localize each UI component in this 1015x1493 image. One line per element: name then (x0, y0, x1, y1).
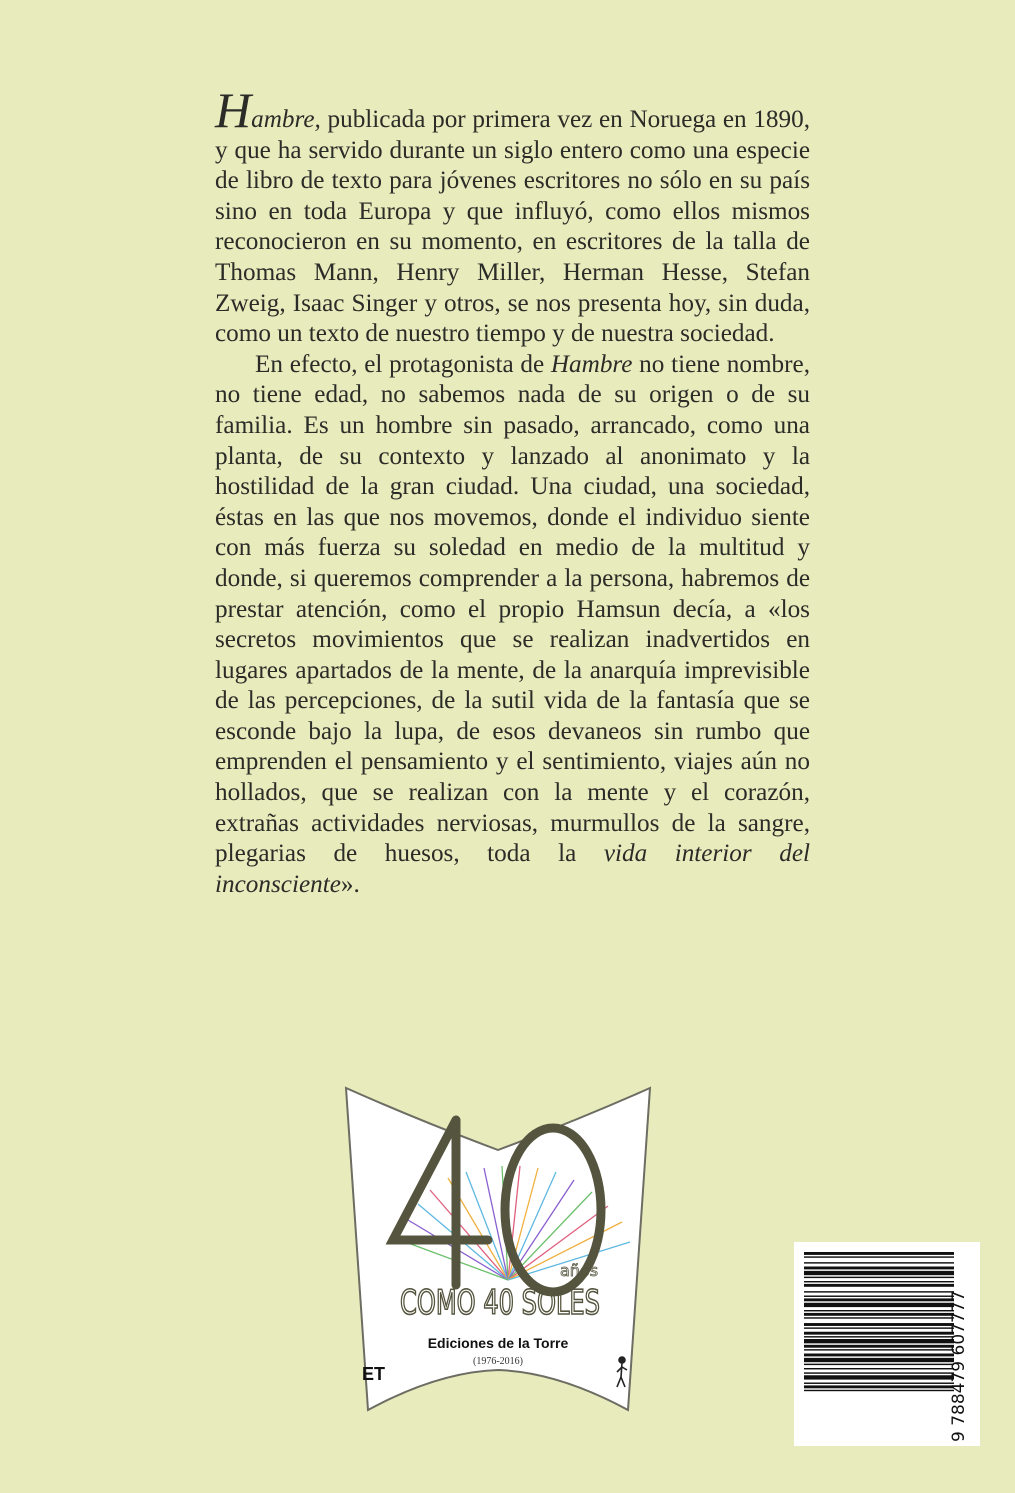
barcode-bar (804, 1358, 954, 1362)
barcode-bar (804, 1303, 954, 1307)
anniversary-logo-graphic (338, 1080, 658, 1420)
paragraph-2-lead: En efecto, el protagonista de (255, 350, 551, 378)
barcode-bar (804, 1313, 954, 1316)
barcode-bar (804, 1291, 954, 1292)
barcode-bar (804, 1277, 954, 1278)
barcode-bar (804, 1317, 954, 1318)
barcode-bar (804, 1354, 954, 1357)
barcode-bar (804, 1339, 954, 1343)
barcode-bar (804, 1385, 954, 1388)
publisher-name: Ediciones de la Torre (427, 1335, 569, 1351)
barcode-bar (804, 1256, 954, 1257)
barcode-bar (804, 1323, 954, 1326)
barcode-bar (804, 1296, 954, 1297)
blurb-paragraph-1 (215, 82, 810, 350)
barcode-bar (804, 1345, 954, 1348)
barcode-bar (804, 1267, 954, 1270)
imprint-mark: ET (362, 1364, 386, 1384)
barcode-bar (804, 1368, 954, 1369)
drop-cap: H (215, 82, 252, 138)
title-italic-2: Hambre (550, 350, 633, 378)
blurb-text (215, 82, 810, 900)
barcode-bar (804, 1390, 954, 1391)
anniversary-logo (338, 1080, 658, 1420)
barcode-bar (804, 1372, 954, 1373)
barcode-bar (804, 1310, 954, 1311)
barcode-bar (804, 1281, 954, 1282)
tagline-text: COMO 40 SOLES (400, 1283, 600, 1323)
barcode-bar (804, 1271, 954, 1275)
barcode-bars (804, 1252, 954, 1391)
barcode-bar (804, 1252, 954, 1255)
barcode-bar (804, 1284, 954, 1287)
publisher-years: (1976-2016) (473, 1356, 523, 1367)
paragraph-1-text: publicada por primera vez en Noruega en 1890, y que ha servido durante un siglo entero como una especie de libro de texto para jóvenes escritores no sólo en su país sino en toda Europa y que influyó, como ellos mismos reconocieron en su momento, en escritores de la talla de Thomas Mann, Henry Miller, Herman Hesse, Stefan Zweig, Isaac Singer y otros, se nos presenta hoy, sin duda, como un texto de nuestro tiempo y de nuestra sociedad. (215, 106, 810, 348)
barcode-bar (804, 1375, 954, 1379)
title-italic: ambre, (251, 106, 321, 133)
barcode-bar (804, 1336, 954, 1337)
quote-italic-end: vida interior del inconsciente (215, 840, 810, 898)
barcode-bar (804, 1383, 954, 1384)
barcode-bar (804, 1327, 954, 1328)
barcode-bar (804, 1262, 954, 1263)
barcode-bar (804, 1364, 954, 1365)
barcode (794, 1242, 980, 1446)
paragraph-2-text: no tiene nombre, no tiene edad, no sabemos nada de su origen o de su familia. Es un hombre sin pasado, arrancado, como una planta, de su contexto y lanzado al anonimato y la hostilidad de la gran ciudad. Una ciudad, una sociedad, éstas en las que nos movemos, donde el individuo siente con más fuerza su soledad en medio de la multitud y donde, si queremos comprender a la persona, habremos de prestar atención, como el propio Hamsun decía, a «los secretos movimientos que se realizan inadvertidos en lugares apartados de la mente, de la anarquía imprevisible de las percepciones, de la sutil vida de la fantasía que se esconde bajo la lupa, de esos devaneos sin rumbo que emprenden el pensamiento y el sentimiento, viajes aún no hollados, que se realizan con la mente y el corazón, extrañas actividades nerviosas, murmullos de la sangre, plegarias de huesos, toda la (215, 350, 810, 868)
barcode-graphic (794, 1242, 980, 1446)
anos-label: años (560, 1261, 599, 1280)
isbn-digits: 9 788479 607777 (949, 1290, 969, 1442)
barcode-bar (804, 1298, 954, 1301)
quote-close: ». (340, 870, 360, 898)
barcode-bar (804, 1332, 954, 1335)
blurb-paragraph-2 (215, 350, 810, 901)
barcode-bar (804, 1349, 954, 1350)
